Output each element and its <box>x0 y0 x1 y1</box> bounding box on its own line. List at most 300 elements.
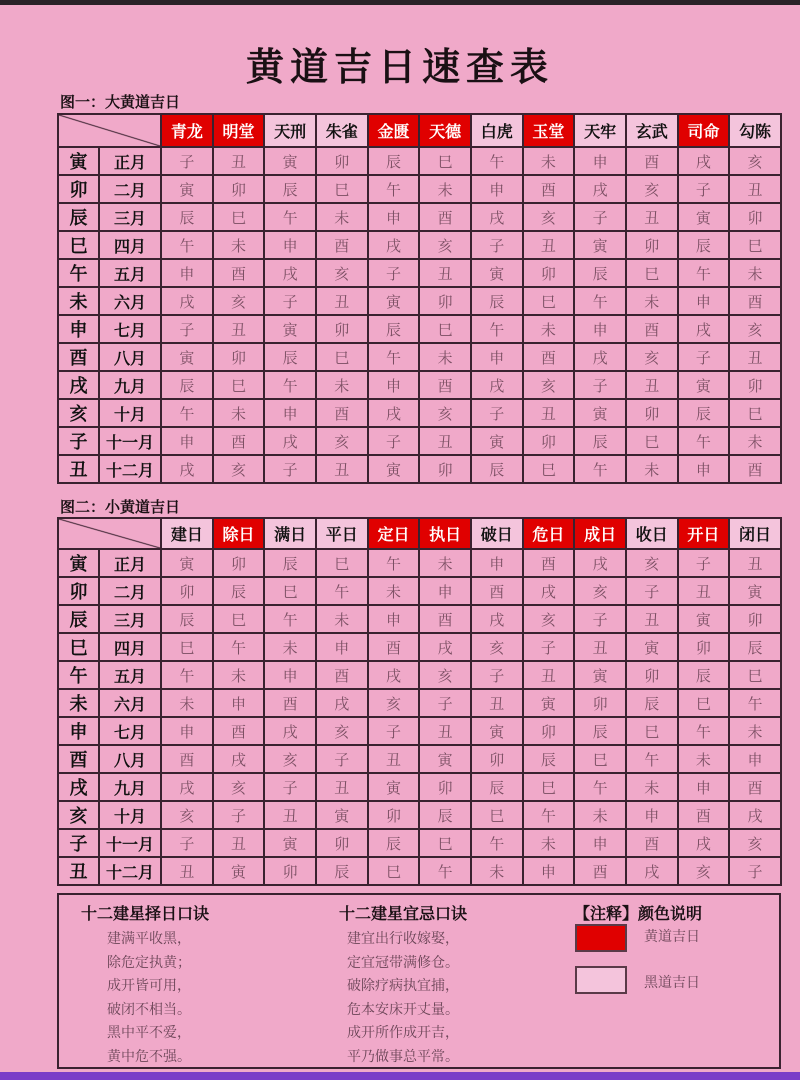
day-cell: 丑 <box>729 175 781 203</box>
table-row <box>58 773 781 801</box>
day-cell: 丑 <box>368 745 420 773</box>
day-cell: 申 <box>678 773 730 801</box>
day-cell: 午 <box>264 371 316 399</box>
day-cell: 未 <box>213 231 265 259</box>
day-cell: 申 <box>574 829 626 857</box>
day-cell: 戌 <box>419 633 471 661</box>
rhyme-dos-donts-title: 十二建星宜忌口诀 <box>339 904 468 923</box>
day-cell: 子 <box>213 801 265 829</box>
day-cell: 卯 <box>213 343 265 371</box>
day-cell: 未 <box>729 717 781 745</box>
day-cell: 子 <box>574 371 626 399</box>
day-cell: 酉 <box>419 203 471 231</box>
table1-label: 图一：大黄道吉日 <box>60 93 181 111</box>
day-cell: 亥 <box>729 829 781 857</box>
day-cell: 酉 <box>316 231 368 259</box>
table-row <box>58 147 781 175</box>
top-bar <box>0 0 800 5</box>
day-cell: 辰 <box>729 633 781 661</box>
day-cell: 子 <box>574 203 626 231</box>
day-cell: 辰 <box>678 231 730 259</box>
day-cell: 亥 <box>626 343 678 371</box>
day-cell: 巳 <box>419 147 471 175</box>
day-cell: 卯 <box>626 231 678 259</box>
day-cell: 午 <box>574 773 626 801</box>
day-cell: 辰 <box>626 689 678 717</box>
day-cell: 午 <box>574 455 626 483</box>
day-cell: 丑 <box>316 773 368 801</box>
day-cell: 午 <box>419 857 471 885</box>
table-row <box>58 203 781 231</box>
header-cell: 天德 <box>419 114 471 147</box>
table-row <box>58 287 781 315</box>
day-cell: 亥 <box>419 231 471 259</box>
month-cell: 六月 <box>99 689 161 717</box>
header-cell: 司命 <box>678 114 730 147</box>
day-cell: 巳 <box>316 175 368 203</box>
day-cell: 戌 <box>264 259 316 287</box>
day-cell: 亥 <box>523 203 575 231</box>
day-cell: 辰 <box>574 427 626 455</box>
day-cell: 亥 <box>213 287 265 315</box>
day-cell: 酉 <box>264 689 316 717</box>
month-cell: 八月 <box>99 745 161 773</box>
month-cell: 十月 <box>99 399 161 427</box>
month-cell: 正月 <box>99 549 161 577</box>
day-cell: 寅 <box>678 371 730 399</box>
day-cell: 申 <box>264 399 316 427</box>
day-cell: 戌 <box>678 315 730 343</box>
day-cell: 未 <box>626 287 678 315</box>
branch-cell: 戌 <box>58 773 99 801</box>
day-cell: 辰 <box>471 455 523 483</box>
day-cell: 亥 <box>729 315 781 343</box>
day-cell: 卯 <box>729 203 781 231</box>
day-cell: 寅 <box>264 315 316 343</box>
branch-cell: 丑 <box>58 455 99 483</box>
day-cell: 申 <box>368 605 420 633</box>
day-cell: 卯 <box>316 315 368 343</box>
day-cell: 辰 <box>471 773 523 801</box>
day-cell: 午 <box>678 259 730 287</box>
table-row <box>58 605 781 633</box>
day-cell: 申 <box>626 801 678 829</box>
day-cell: 丑 <box>316 455 368 483</box>
day-cell: 卯 <box>213 175 265 203</box>
corner-cell <box>58 518 161 549</box>
legend-swatch-plain <box>575 966 627 994</box>
table-row <box>58 717 781 745</box>
rhyme-line: 除危定执黄； <box>107 954 191 971</box>
day-cell: 酉 <box>316 661 368 689</box>
day-cell: 未 <box>678 745 730 773</box>
header-cell: 天牢 <box>574 114 626 147</box>
day-cell: 亥 <box>316 717 368 745</box>
header-cell: 青龙 <box>161 114 213 147</box>
day-cell: 未 <box>523 147 575 175</box>
day-cell: 丑 <box>729 549 781 577</box>
day-cell: 辰 <box>471 287 523 315</box>
day-cell: 亥 <box>471 633 523 661</box>
day-cell: 寅 <box>574 661 626 689</box>
branch-cell: 申 <box>58 717 99 745</box>
day-cell: 申 <box>264 661 316 689</box>
day-cell: 未 <box>213 661 265 689</box>
day-cell: 寅 <box>471 427 523 455</box>
day-cell: 亥 <box>729 147 781 175</box>
day-cell: 申 <box>161 717 213 745</box>
day-cell: 申 <box>368 203 420 231</box>
day-cell: 丑 <box>626 371 678 399</box>
day-cell: 辰 <box>368 147 420 175</box>
day-cell: 辰 <box>523 745 575 773</box>
day-cell: 酉 <box>729 287 781 315</box>
day-cell: 申 <box>368 371 420 399</box>
rhyme-line: 破闭不相当。 <box>107 1001 191 1018</box>
day-cell: 未 <box>523 829 575 857</box>
day-cell: 丑 <box>213 147 265 175</box>
day-cell: 巳 <box>316 549 368 577</box>
month-cell: 七月 <box>99 717 161 745</box>
month-cell: 十一月 <box>99 829 161 857</box>
day-cell: 亥 <box>213 773 265 801</box>
day-cell: 亥 <box>264 745 316 773</box>
day-cell: 酉 <box>471 577 523 605</box>
day-cell: 午 <box>368 175 420 203</box>
day-cell: 未 <box>419 549 471 577</box>
table-row <box>58 371 781 399</box>
day-cell: 午 <box>161 661 213 689</box>
day-cell: 戌 <box>316 689 368 717</box>
day-cell: 寅 <box>574 399 626 427</box>
day-cell: 未 <box>316 605 368 633</box>
day-cell: 酉 <box>419 605 471 633</box>
day-cell: 戌 <box>264 717 316 745</box>
legend-label-huangdao: 黄道吉日 <box>644 929 700 945</box>
day-cell: 戌 <box>161 287 213 315</box>
day-cell: 丑 <box>523 231 575 259</box>
day-cell: 卯 <box>213 549 265 577</box>
day-cell: 寅 <box>316 801 368 829</box>
day-cell: 卯 <box>368 801 420 829</box>
day-cell: 巳 <box>523 773 575 801</box>
branch-cell: 巳 <box>58 231 99 259</box>
page-title: 黄道吉日速查表 <box>245 45 554 89</box>
table-row <box>58 857 781 885</box>
day-cell: 卯 <box>729 371 781 399</box>
day-cell: 卯 <box>626 399 678 427</box>
day-cell: 卯 <box>316 829 368 857</box>
day-cell: 戌 <box>626 857 678 885</box>
legend-swatch-red <box>575 924 627 952</box>
day-cell: 寅 <box>368 773 420 801</box>
day-cell: 巳 <box>678 689 730 717</box>
table-row <box>58 549 781 577</box>
day-cell: 丑 <box>729 343 781 371</box>
header-cell: 平日 <box>316 518 368 549</box>
day-cell: 酉 <box>729 773 781 801</box>
header-cell: 满日 <box>264 518 316 549</box>
day-cell: 巳 <box>264 577 316 605</box>
rhyme-dos-donts <box>339 901 467 1069</box>
month-cell: 十二月 <box>99 857 161 885</box>
day-cell: 辰 <box>368 315 420 343</box>
day-cell: 申 <box>574 315 626 343</box>
day-cell: 申 <box>161 427 213 455</box>
day-cell: 寅 <box>368 455 420 483</box>
day-cell: 酉 <box>626 147 678 175</box>
day-cell: 卯 <box>419 773 471 801</box>
month-cell: 十二月 <box>99 455 161 483</box>
day-cell: 巳 <box>729 399 781 427</box>
day-cell: 丑 <box>419 717 471 745</box>
day-cell: 寅 <box>574 231 626 259</box>
day-cell: 辰 <box>213 577 265 605</box>
header-cell: 闭日 <box>729 518 781 549</box>
day-cell: 酉 <box>161 745 213 773</box>
rhyme-selection-title: 十二建星择日口诀 <box>81 904 210 923</box>
table-row <box>58 399 781 427</box>
day-cell: 巳 <box>316 343 368 371</box>
day-cell: 巳 <box>626 427 678 455</box>
day-cell: 辰 <box>161 371 213 399</box>
day-cell: 戌 <box>574 343 626 371</box>
branch-cell: 寅 <box>58 147 99 175</box>
day-cell: 午 <box>471 147 523 175</box>
day-cell: 子 <box>729 857 781 885</box>
day-cell: 戌 <box>161 455 213 483</box>
day-cell: 寅 <box>368 287 420 315</box>
day-cell: 未 <box>729 427 781 455</box>
day-cell: 卯 <box>471 745 523 773</box>
branch-cell: 戌 <box>58 371 99 399</box>
day-cell: 戌 <box>471 203 523 231</box>
rhyme-line: 黄中危不强。 <box>107 1048 191 1065</box>
day-cell: 申 <box>678 455 730 483</box>
day-cell: 酉 <box>678 801 730 829</box>
month-cell: 正月 <box>99 147 161 175</box>
rhyme-line: 破除疗病执宜捕， <box>347 978 459 994</box>
day-cell: 辰 <box>264 549 316 577</box>
day-cell: 丑 <box>419 259 471 287</box>
day-cell: 戌 <box>471 605 523 633</box>
rhyme-line: 平乃做事总平常。 <box>347 1048 459 1065</box>
header-cell: 破日 <box>471 518 523 549</box>
day-cell: 寅 <box>161 175 213 203</box>
day-cell: 酉 <box>213 259 265 287</box>
day-cell: 巳 <box>419 315 471 343</box>
day-cell: 酉 <box>626 315 678 343</box>
day-cell: 辰 <box>368 829 420 857</box>
legend-label-heidao: 黑道吉日 <box>644 975 700 991</box>
day-cell: 午 <box>368 549 420 577</box>
day-cell: 亥 <box>419 399 471 427</box>
day-cell: 酉 <box>213 427 265 455</box>
day-cell: 午 <box>471 315 523 343</box>
month-cell: 十月 <box>99 801 161 829</box>
day-cell: 寅 <box>678 203 730 231</box>
rhyme-selection <box>81 901 209 1069</box>
day-cell: 丑 <box>678 577 730 605</box>
table-row <box>58 175 781 203</box>
day-cell: 午 <box>678 427 730 455</box>
table-row <box>58 259 781 287</box>
day-cell: 辰 <box>316 857 368 885</box>
day-cell: 戌 <box>471 371 523 399</box>
day-cell: 午 <box>264 203 316 231</box>
day-cell: 戌 <box>161 773 213 801</box>
day-cell: 子 <box>419 689 471 717</box>
table-row <box>58 633 781 661</box>
legend-title: 【注释】颜色说明 <box>574 904 703 923</box>
day-cell: 寅 <box>678 605 730 633</box>
day-cell: 酉 <box>574 857 626 885</box>
day-cell: 丑 <box>523 661 575 689</box>
day-cell: 卯 <box>316 147 368 175</box>
day-cell: 戌 <box>368 661 420 689</box>
day-cell: 卯 <box>523 427 575 455</box>
rhyme-line: 成开皆可用， <box>107 978 191 994</box>
day-cell: 未 <box>419 343 471 371</box>
table-row <box>58 745 781 773</box>
day-cell: 午 <box>264 605 316 633</box>
day-cell: 酉 <box>213 717 265 745</box>
day-cell: 寅 <box>523 689 575 717</box>
day-cell: 午 <box>368 343 420 371</box>
day-cell: 巳 <box>213 371 265 399</box>
day-cell: 午 <box>316 577 368 605</box>
day-cell: 亥 <box>213 455 265 483</box>
header-cell: 执日 <box>419 518 471 549</box>
day-cell: 未 <box>316 371 368 399</box>
day-cell: 子 <box>471 399 523 427</box>
header-cell: 金匮 <box>368 114 420 147</box>
day-cell: 巳 <box>161 633 213 661</box>
day-cell: 寅 <box>419 745 471 773</box>
day-cell: 巳 <box>729 231 781 259</box>
day-cell: 辰 <box>678 661 730 689</box>
day-cell: 卯 <box>419 287 471 315</box>
day-cell: 辰 <box>264 175 316 203</box>
day-cell: 戌 <box>678 147 730 175</box>
day-cell: 子 <box>161 315 213 343</box>
branch-cell: 午 <box>58 661 99 689</box>
day-cell: 巳 <box>626 259 678 287</box>
day-cell: 午 <box>161 231 213 259</box>
notes-box <box>57 893 781 1069</box>
day-cell: 未 <box>471 857 523 885</box>
day-cell: 丑 <box>419 427 471 455</box>
day-cell: 午 <box>471 829 523 857</box>
day-cell: 酉 <box>729 455 781 483</box>
day-cell: 申 <box>523 857 575 885</box>
header-cell: 玄武 <box>626 114 678 147</box>
day-cell: 丑 <box>213 315 265 343</box>
day-cell: 丑 <box>264 801 316 829</box>
day-cell: 申 <box>213 689 265 717</box>
header-cell: 危日 <box>523 518 575 549</box>
day-cell: 巳 <box>213 203 265 231</box>
day-cell: 亥 <box>626 549 678 577</box>
day-cell: 未 <box>626 773 678 801</box>
branch-cell: 卯 <box>58 175 99 203</box>
branch-cell: 子 <box>58 829 99 857</box>
day-cell: 卯 <box>678 633 730 661</box>
day-cell: 卯 <box>419 455 471 483</box>
header-cell: 开日 <box>678 518 730 549</box>
day-cell: 子 <box>264 773 316 801</box>
day-cell: 亥 <box>574 577 626 605</box>
day-cell: 子 <box>678 549 730 577</box>
header-cell: 白虎 <box>471 114 523 147</box>
day-cell: 卯 <box>523 717 575 745</box>
table2-label: 图二：小黄道吉日 <box>60 498 181 516</box>
day-cell: 丑 <box>626 203 678 231</box>
day-cell: 巳 <box>523 455 575 483</box>
month-cell: 六月 <box>99 287 161 315</box>
day-cell: 戌 <box>678 829 730 857</box>
day-cell: 丑 <box>626 605 678 633</box>
day-cell: 戌 <box>729 801 781 829</box>
day-cell: 亥 <box>368 689 420 717</box>
header-cell: 勾陈 <box>729 114 781 147</box>
day-cell: 子 <box>368 259 420 287</box>
day-cell: 午 <box>678 717 730 745</box>
day-cell: 申 <box>161 259 213 287</box>
table-xiao-huangdao <box>57 517 782 886</box>
day-cell: 卯 <box>161 577 213 605</box>
day-cell: 申 <box>471 549 523 577</box>
day-cell: 辰 <box>161 605 213 633</box>
corner-cell <box>58 114 161 147</box>
day-cell: 戌 <box>523 577 575 605</box>
header-row <box>58 518 781 549</box>
day-cell: 寅 <box>471 259 523 287</box>
day-cell: 子 <box>264 287 316 315</box>
month-cell: 八月 <box>99 343 161 371</box>
day-cell: 巳 <box>213 605 265 633</box>
day-cell: 亥 <box>523 605 575 633</box>
rhyme-line: 成开所作成开吉， <box>347 1025 459 1041</box>
month-cell: 三月 <box>99 605 161 633</box>
branch-cell: 亥 <box>58 801 99 829</box>
rhyme-line: 建宜出行收嫁娶， <box>347 931 459 947</box>
day-cell: 子 <box>574 605 626 633</box>
day-cell: 寅 <box>161 549 213 577</box>
day-cell: 丑 <box>316 287 368 315</box>
day-cell: 辰 <box>264 343 316 371</box>
day-cell: 卯 <box>626 661 678 689</box>
day-cell: 丑 <box>213 829 265 857</box>
month-cell: 十一月 <box>99 427 161 455</box>
branch-cell: 子 <box>58 427 99 455</box>
header-cell: 玉堂 <box>523 114 575 147</box>
branch-cell: 亥 <box>58 399 99 427</box>
day-cell: 亥 <box>419 661 471 689</box>
day-cell: 巳 <box>574 745 626 773</box>
month-cell: 七月 <box>99 315 161 343</box>
day-cell: 巳 <box>729 661 781 689</box>
day-cell: 午 <box>523 801 575 829</box>
day-cell: 酉 <box>523 343 575 371</box>
month-cell: 二月 <box>99 175 161 203</box>
day-cell: 申 <box>264 231 316 259</box>
day-cell: 申 <box>316 633 368 661</box>
day-cell: 戌 <box>574 549 626 577</box>
header-cell: 收日 <box>626 518 678 549</box>
rhyme-line: 黑中平不爱， <box>107 1025 191 1041</box>
table-row <box>58 455 781 483</box>
